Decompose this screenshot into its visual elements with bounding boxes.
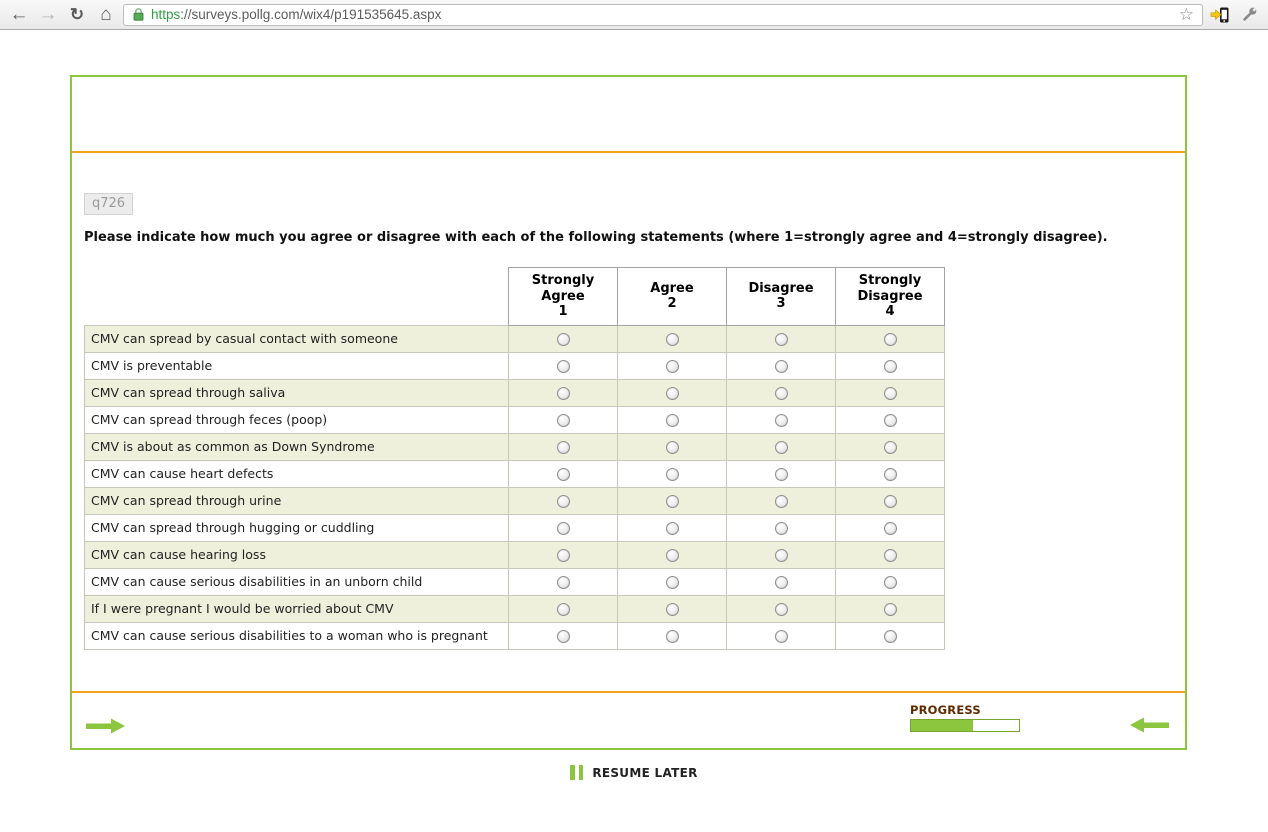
radio-button[interactable] [557,333,570,346]
option-cell [836,595,945,622]
matrix-column-header: Strongly Disagree 4 [836,268,945,326]
option-cell [618,541,727,568]
option-cell [509,514,618,541]
radio-button[interactable] [557,441,570,454]
statement-cell: CMV is about as common as Down Syndrome [85,433,509,460]
radio-button[interactable] [557,603,570,616]
progress-indicator [910,703,1020,732]
radio-button[interactable] [557,387,570,400]
option-cell [509,406,618,433]
option-cell [836,325,945,352]
matrix-column-header: Disagree 3 [727,268,836,326]
option-cell [836,487,945,514]
matrix-corner-cell [85,268,509,326]
radio-button[interactable] [884,495,897,508]
radio-button[interactable] [884,360,897,373]
option-cell [509,433,618,460]
statement-cell: CMV can cause hearing loss [85,541,509,568]
radio-button[interactable] [557,360,570,373]
radio-button[interactable] [557,522,570,535]
radio-button[interactable] [557,576,570,589]
option-cell [727,541,836,568]
matrix-row [85,487,945,514]
matrix-row [85,433,945,460]
survey-footer [72,691,1185,748]
agreement-matrix [84,267,945,650]
statement-cell: CMV can spread through hugging or cuddling [85,514,509,541]
matrix-row [85,514,945,541]
resume-later-label: RESUME LATER [592,765,698,780]
question-text: Please indicate how much you agree or disagree with each of the following statements (where 1=strongly agree and 4=strongly disagree). [84,230,1108,245]
statement-cell: CMV is preventable [85,352,509,379]
resume-later-button[interactable] [0,765,1268,780]
radio-button[interactable] [666,333,679,346]
next-arrow-button[interactable] [86,717,126,740]
forward-button[interactable]: → [38,4,58,25]
back-arrow-button[interactable] [1129,716,1169,739]
progress-track [910,719,1020,732]
statement-cell: CMV can spread through saliva [85,379,509,406]
survey-frame [70,75,1187,750]
radio-button[interactable] [884,549,897,562]
wrench-menu-icon[interactable] [1237,3,1261,27]
survey-header-band [72,77,1185,153]
option-cell [727,622,836,649]
matrix-row [85,541,945,568]
matrix-row [85,622,945,649]
option-cell [509,622,618,649]
matrix-row [85,352,945,379]
option-cell [836,460,945,487]
option-cell [836,514,945,541]
option-cell [727,595,836,622]
option-cell [618,514,727,541]
radio-button[interactable] [557,549,570,562]
option-cell [509,541,618,568]
matrix-row [85,325,945,352]
option-cell [727,352,836,379]
radio-button[interactable] [884,387,897,400]
radio-button[interactable] [775,522,788,535]
radio-button[interactable] [557,414,570,427]
radio-button[interactable] [884,414,897,427]
url-rest: ://surveys.pollg.com/wix4/p191535645.aspx [180,7,442,22]
phone-extension-icon[interactable] [1208,3,1232,27]
option-cell [618,487,727,514]
option-cell [836,622,945,649]
back-button[interactable]: ← [9,4,29,25]
radio-button[interactable] [666,603,679,616]
option-cell [509,352,618,379]
option-cell [618,406,727,433]
radio-button[interactable] [884,468,897,481]
matrix-header-row [85,268,945,326]
matrix-row [85,460,945,487]
statement-cell: CMV can cause serious disabilities to a woman who is pregnant [85,622,509,649]
option-cell [836,541,945,568]
survey-content [72,153,1185,691]
option-cell [618,568,727,595]
matrix-row [85,406,945,433]
radio-button[interactable] [775,414,788,427]
option-cell [727,568,836,595]
statement-cell: If I were pregnant I would be worried about CMV [85,595,509,622]
bookmark-star-icon[interactable]: ☆ [1178,4,1194,24]
option-cell [836,406,945,433]
option-cell [727,433,836,460]
option-cell [509,325,618,352]
radio-button[interactable] [884,333,897,346]
matrix-row [85,595,945,622]
option-cell [509,568,618,595]
statement-cell: CMV can spread by casual contact with someone [85,325,509,352]
option-cell [618,622,727,649]
home-button[interactable]: ⌂ [100,4,112,25]
radio-button[interactable] [775,360,788,373]
radio-button[interactable] [775,495,788,508]
radio-button[interactable] [884,603,897,616]
option-cell [727,487,836,514]
option-cell [618,433,727,460]
radio-button[interactable] [775,441,788,454]
question-code-badge: q726 [84,193,133,215]
url-field[interactable] [123,4,1203,26]
browser-toolbar [0,0,1268,30]
radio-button[interactable] [666,441,679,454]
option-cell [727,460,836,487]
radio-button[interactable] [557,468,570,481]
statement-cell: CMV can spread through feces (poop) [85,406,509,433]
radio-button[interactable] [775,333,788,346]
option-cell [618,352,727,379]
radio-button[interactable] [557,630,570,643]
pause-icon [570,765,583,780]
progress-label: PROGRESS [910,703,981,717]
matrix-body [85,325,945,649]
option-cell [618,460,727,487]
option-cell [509,460,618,487]
lock-icon [132,7,145,22]
matrix-row [85,379,945,406]
option-cell [836,568,945,595]
radio-button[interactable] [775,603,788,616]
progress-fill [911,720,973,731]
option-cell [836,379,945,406]
option-cell [509,487,618,514]
matrix-column-header: Agree 2 [618,268,727,326]
reload-button[interactable]: ↻ [69,5,85,24]
statement-cell: CMV can cause serious disabilities in an unborn child [85,568,509,595]
option-cell [836,352,945,379]
option-cell [727,406,836,433]
radio-button[interactable] [775,576,788,589]
option-cell [509,379,618,406]
radio-button[interactable] [884,630,897,643]
url-scheme: https [151,7,181,22]
radio-button[interactable] [666,576,679,589]
radio-button[interactable] [666,549,679,562]
radio-button[interactable] [884,576,897,589]
radio-button[interactable] [666,522,679,535]
matrix-column-header: Strongly Agree 1 [509,268,618,326]
option-cell [727,325,836,352]
option-cell [727,379,836,406]
statement-cell: CMV can cause heart defects [85,460,509,487]
radio-button[interactable] [775,549,788,562]
radio-button[interactable] [666,468,679,481]
radio-button[interactable] [666,414,679,427]
radio-button[interactable] [775,387,788,400]
option-cell [618,325,727,352]
radio-button[interactable] [557,495,570,508]
radio-button[interactable] [666,387,679,400]
url-text [151,7,441,22]
radio-button[interactable] [775,468,788,481]
option-cell [509,595,618,622]
radio-button[interactable] [775,630,788,643]
matrix-row [85,568,945,595]
radio-button[interactable] [884,522,897,535]
statement-cell: CMV can spread through urine [85,487,509,514]
option-cell [727,514,836,541]
radio-button[interactable] [884,441,897,454]
radio-button[interactable] [666,630,679,643]
survey-page [0,30,1268,832]
option-cell [618,595,727,622]
option-cell [836,433,945,460]
option-cell [618,379,727,406]
radio-button[interactable] [666,495,679,508]
radio-button[interactable] [666,360,679,373]
